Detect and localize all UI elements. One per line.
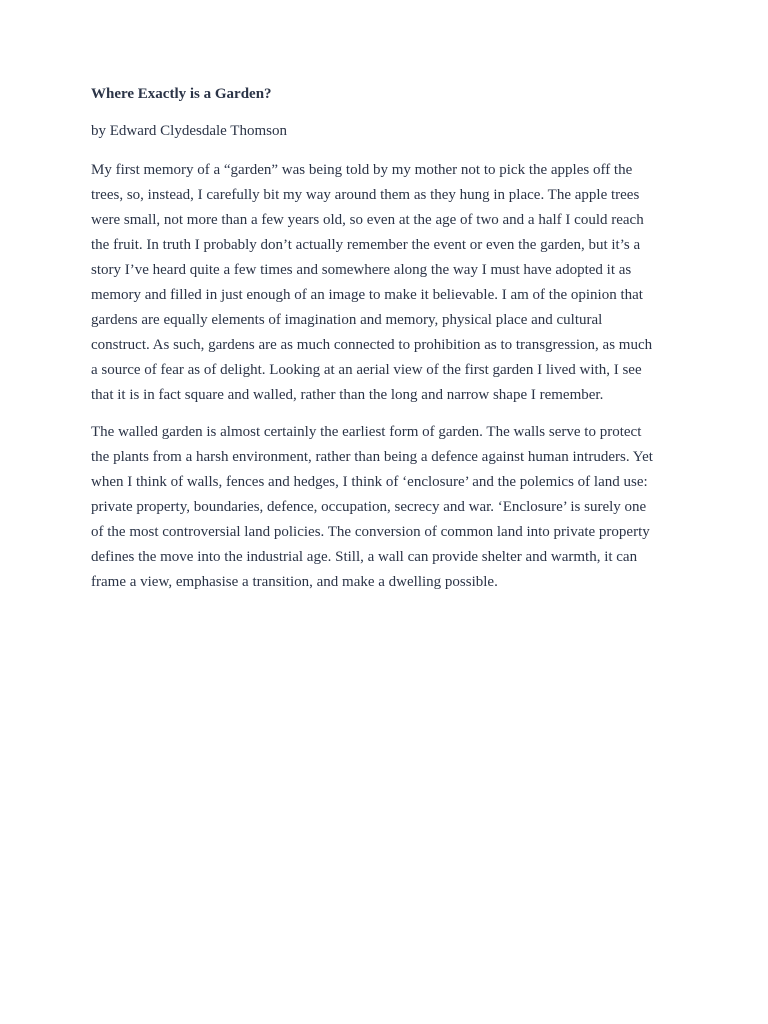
text-line: the fruit. In truth I probably don’t actually remember the event or even the garden, but it’s a [91, 237, 641, 253]
text-line: My first memory of a “garden” was being told by my mother not to pick the apples off the [91, 162, 633, 178]
text-line: the plants from a harsh environment, rather than being a defence against human intruders. Yet [91, 449, 653, 465]
paragraph-1 [91, 158, 691, 408]
text-line: when I think of walls, fences and hedges, I think of ‘enclosure’ and the polemics of land use: [91, 474, 648, 490]
paragraph-2 [91, 420, 691, 595]
author-byline: by Edward Clydesdale Thomson [91, 123, 287, 139]
text-line: private property, boundaries, defence, occupation, secrecy and war. ‘Enclosure’ is surely one [91, 499, 647, 515]
text-line: trees, so, instead, I carefully bit my way around them as they hung in place. The apple trees [91, 187, 640, 203]
text-line: that it is in fact square and walled, rather than the long and narrow shape I remember. [91, 387, 604, 403]
text-line: The walled garden is almost certainly the earliest form of garden. The walls serve to protect [91, 424, 642, 440]
text-line: frame a view, emphasise a transition, and make a dwelling possible. [91, 574, 498, 590]
text-line: of the most controversial land policies. The conversion of common land into private property [91, 524, 650, 540]
text-line: story I’ve heard quite a few times and somewhere along the way I must have adopted it as [91, 262, 632, 278]
text-line: gardens are equally elements of imagination and memory, physical place and cultural [91, 312, 603, 328]
text-line: were small, not more than a few years old, so even at the age of two and a half I could reach [91, 212, 644, 228]
text-line: defines the move into the industrial age. Still, a wall can provide shelter and warmth, it can [91, 549, 638, 565]
text-line: construct. As such, gardens are as much connected to prohibition as to transgression, as much [91, 337, 653, 353]
document-page [91, 84, 691, 607]
document-title: Where Exactly is a Garden? [91, 86, 272, 102]
text-line: memory and filled in just enough of an image to make it believable. I am of the opinion that [91, 287, 643, 303]
text-line: a source of fear as of delight. Looking at an aerial view of the first garden I lived with, I see [91, 362, 642, 378]
